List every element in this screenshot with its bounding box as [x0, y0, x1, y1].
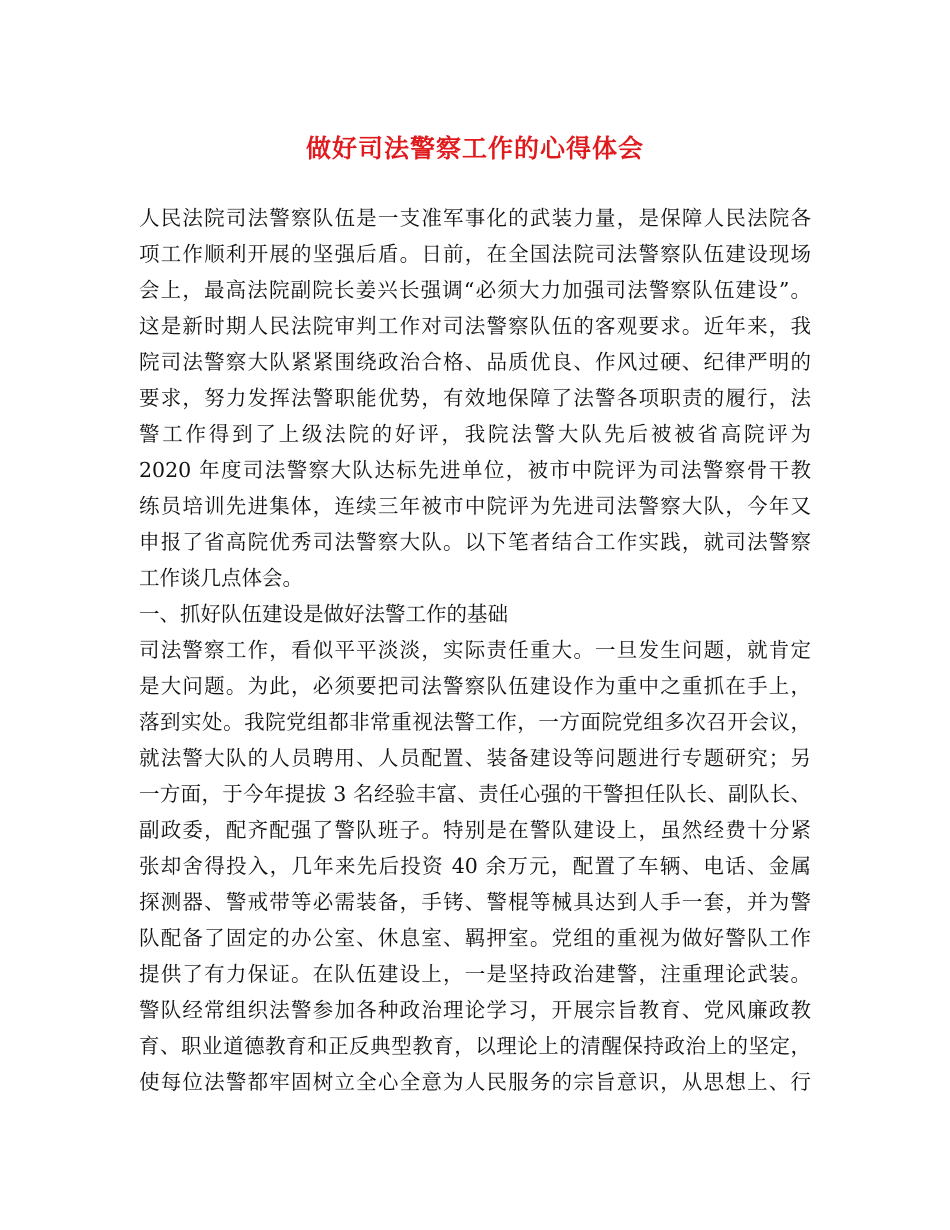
- text-line: 警队经常组织法警参加各种政治理论学习，开展宗旨教育、党风廉政教: [139, 998, 811, 1022]
- text-line: 提供了有力保证。在队伍建设上，一是坚持政治建警，注重理论武装。: [139, 962, 811, 986]
- text-line: 就法警大队的人员聘用、人员配置、装备建设等问题进行专题研究；另: [139, 746, 811, 770]
- text-line: 会上，最高法院副院长姜兴长强调“必须大力加强司法警察队伍建设”。: [139, 278, 811, 302]
- text-line: 项工作顺利开展的坚强后盾。日前，在全国法院司法警察队伍建设现场: [139, 242, 811, 266]
- text-line: 司法警察工作，看似平平淡淡，实际责任重大。一旦发生问题，就肯定: [139, 638, 811, 662]
- text-line: 2020 年度司法警察大队达标先进单位，被市中院评为司法警察骨干教: [139, 458, 811, 482]
- text-line: 要求，努力发挥法警职能优势，有效地保障了法警各项职责的履行，法: [139, 386, 811, 410]
- text-line: 落到实处。我院党组都非常重视法警工作，一方面院党组多次召开会议，: [139, 710, 811, 734]
- text-line: 练员培训先进集体，连续三年被市中院评为先进司法警察大队，今年又: [139, 494, 811, 518]
- document-body: [139, 200, 811, 1100]
- text-line: 副政委，配齐配强了警队班子。特别是在警队建设上，虽然经费十分紧: [139, 818, 811, 842]
- text-line: 育、职业道德教育和正反典型教育，以理论上的清醒保持政治上的坚定，: [139, 1034, 811, 1058]
- text-line: 工作谈几点体会。: [139, 566, 303, 590]
- text-line: 是大问题。为此，必须要把司法警察队伍建设作为重中之重抓在手上，: [139, 674, 811, 698]
- text-line: 一方面，于今年提拔 3 名经验丰富、责任心强的干警担任队长、副队长、: [139, 782, 811, 806]
- text-line: 使每位法警都牢固树立全心全意为人民服务的宗旨意识，从思想上、行: [139, 1070, 811, 1094]
- text-line: 警工作得到了上级法院的好评，我院法警大队先后被被省高院评为: [139, 422, 811, 446]
- document-title: 做好司法警察工作的心得体会: [305, 134, 644, 163]
- text-line: 一、抓好队伍建设是做好法警工作的基础: [139, 602, 508, 626]
- text-line: 队配备了固定的办公室、休息室、羁押室。党组的重视为做好警队工作: [139, 926, 811, 950]
- text-line: 张却舍得投入，几年来先后投资 40 余万元，配置了车辆、电话、金属: [139, 854, 811, 878]
- text-line: 这是新时期人民法院审判工作对司法警察队伍的客观要求。近年来，我: [139, 314, 811, 338]
- text-line: 院司法警察大队紧紧围绕政治合格、品质优良、作风过硬、纪律严明的: [139, 350, 811, 374]
- text-line: 探测器、警戒带等必需装备，手铐、警棍等械具达到人手一套，并为警: [139, 890, 811, 914]
- text-line: 人民法院司法警察队伍是一支准军事化的武装力量，是保障人民法院各: [139, 206, 811, 230]
- text-line: 申报了省高院优秀司法警察大队。以下笔者结合工作实践，就司法警察: [139, 530, 811, 554]
